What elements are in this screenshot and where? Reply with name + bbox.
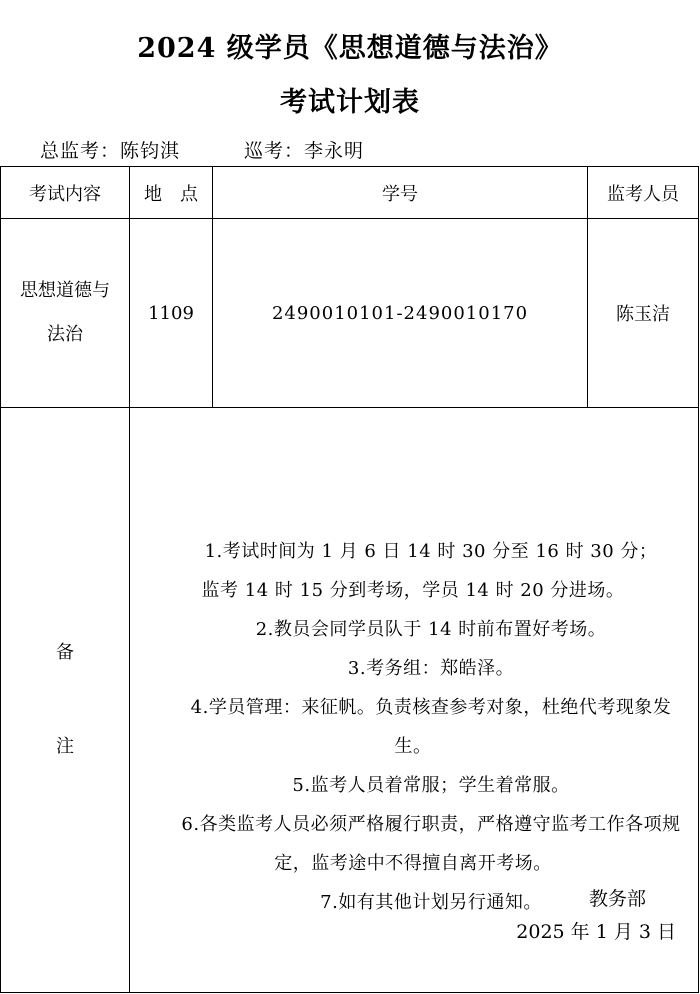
remarks-label-char2: 注 (56, 736, 74, 757)
patrol-invigilator-label: 巡考： (244, 140, 305, 162)
note-7: 7.如有其他计划另行通知。 (320, 892, 542, 913)
note-3: 3.考务组：郑皓泽。 (347, 658, 515, 679)
remarks-label-char1: 备 (56, 642, 74, 663)
cell-invigilator: 陈玉洁 (588, 219, 699, 408)
note-5: 5.监考人员着常服；学生着常服。 (292, 775, 570, 796)
patrol-invigilator-name: 李永明 (304, 140, 365, 162)
remarks-content (130, 408, 699, 993)
exam-content-line1: 思想道德与 (20, 280, 110, 301)
note-4: 4.学员管理：来征帆。负责核查参考对象，杜绝代考现象发生。 (190, 697, 672, 757)
header-exam-content: 考试内容 (1, 167, 130, 219)
signature-department: 教务部 (588, 888, 646, 910)
document-title-line2: 考试计划表 (280, 87, 420, 118)
remarks-notes (130, 478, 698, 922)
table-row (1, 219, 699, 408)
exam-content-line2: 法治 (47, 324, 83, 345)
staff-line (40, 136, 364, 163)
cell-student-id-range: 2490010101-2490010170 (213, 219, 588, 408)
header-student-id: 学号 (213, 167, 588, 219)
chief-invigilator-label: 总监考： (40, 140, 121, 162)
note-2: 2.教员会同学员队于 14 时前布置好考场。 (255, 619, 607, 640)
document-title-line1: 2024 级学员《思想道德与法治》 (137, 33, 563, 64)
cell-exam-content (1, 219, 130, 408)
remarks-label (1, 408, 130, 993)
note-6: 6.各类监考人员必须严格履行职责，严格遵守监考工作各项规定，监考途中不得擅自离开考场。 (181, 814, 681, 874)
signature-block (516, 883, 676, 949)
cell-location: 1109 (130, 219, 213, 408)
remarks-row (1, 408, 699, 993)
table-header-row (1, 167, 699, 219)
header-invigilator: 监考人员 (588, 167, 699, 219)
note-1: 1.考试时间为 1 月 6 日 14 时 30 分至 16 时 30 分； (204, 541, 658, 562)
note-1-continued: 监考 14 时 15 分到考场，学员 14 时 20 分进场。 (201, 580, 625, 601)
exam-plan-table (0, 166, 699, 993)
header-location: 地 点 (130, 167, 213, 219)
chief-invigilator-name: 陈钧淇 (120, 140, 181, 162)
signature-date: 2025 年 1 月 3 日 (516, 921, 676, 943)
